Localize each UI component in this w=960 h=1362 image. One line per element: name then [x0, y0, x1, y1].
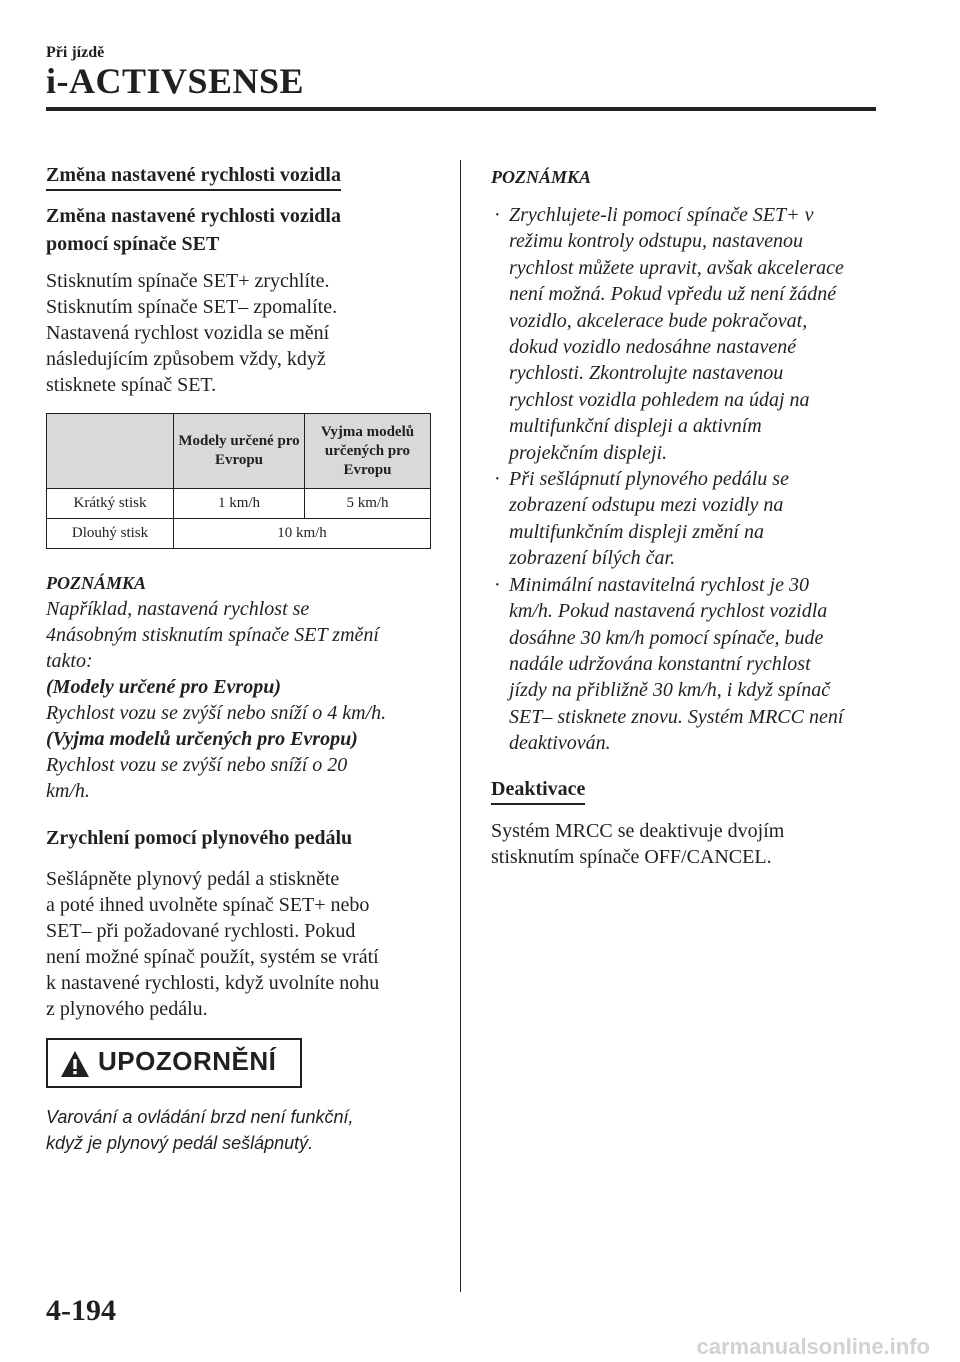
- warning-label: UPOZORNĚNÍ: [98, 1046, 277, 1076]
- chapter-title: i-ACTIVSENSE: [46, 61, 305, 101]
- intro-paragraph: Stisknutím spínače SET+ zrychlíte. Stisknutím spínače SET– zpomalíte. Nastavená rychlost vozidla se mění následujícím způsobem vždy, když stisknete spínač SET.: [46, 270, 338, 396]
- warning-box: [46, 1038, 302, 1088]
- table-row: Dlouhý stisk 10 km/h: [47, 519, 431, 549]
- watermark: carmanualsonline.info: [696, 1334, 930, 1359]
- page-number: 4-194: [46, 1294, 116, 1327]
- heading-deactivation: Deaktivace: [491, 776, 891, 805]
- list-item: · Při sešlápnutí plynového pedálu se zobrazení odstupu mezi vozidly na multifunkčním displeji změní na zobrazení bílých čar.: [491, 466, 846, 572]
- note-right-title: POZNÁMKA: [491, 167, 592, 187]
- note-right-bullets: [491, 202, 846, 757]
- heading-speed-change: Změna nastavené rychlosti vozidla: [46, 162, 446, 191]
- section-label: Při jízdě: [46, 44, 105, 61]
- heading-accel-pedal: Zrychlení pomocí plynového pedálu: [46, 827, 353, 849]
- accel-paragraph: Sešlápněte plynový pedál a stiskněte a poté ihned uvolněte spínač SET+ nebo SET– při požadované rychlosti. Pokud není možné spínač použít, systém se vrátí k nastavené rychlosti, když uvolníte nohu z plynového pedálu.: [46, 868, 380, 1020]
- table-row: Krátký stisk 1 km/h 5 km/h: [47, 489, 431, 519]
- table-header-non-europe: Vyjma modelů určených pro Evropu: [305, 414, 431, 489]
- list-item: · Minimální nastavitelná rychlost je 30 km/h. Pokud nastavená rychlost vozidla dosáhne 30 km/h pomocí spínače, bude nadále udržována konstantní rychlost jízdy na přibližně 30 km/h, i když spínač SET– stisknete znovu. Systém MRCC není deaktivován.: [491, 572, 846, 757]
- deactivation-paragraph: Systém MRCC se deaktivuje dvojím stisknutím spínače OFF/CANCEL.: [491, 820, 785, 868]
- table-header-europe: Modely určené pro Evropu: [174, 414, 305, 489]
- column-divider: [460, 160, 461, 1292]
- header-rule: [46, 107, 876, 111]
- list-item: · Zrychlujete-li pomocí spínače SET+ v režimu kontroly odstupu, nastavenou rychlost můžete upravit, avšak akcelerace není možná. Pokud vpředu už není žádné vozidlo, akcelerace bude pokračovat, dokud vozidlo nedosáhne nastavené rychlosti. Zkontrolujte nastavenou rychlost vozidla pohledem na údaj na multifunkční displeji a aktivním projekčním displeji.: [491, 202, 846, 466]
- table-header-row: [47, 414, 431, 489]
- warning-text: Varování a ovládání brzd není funkční, když je plynový pedál sešlápnutý.: [46, 1107, 354, 1153]
- warning-triangle-icon: [60, 1050, 90, 1078]
- note-left: POZNÁMKA Například, nastavená rychlost se 4násobným stisknutím spínače SET změní takto: (Modely určené pro Evropu) Rychlost vozu se zvýší nebo sníží o 4 km/h. (Vyjma modelů určených pro Evropu) Rychlost vozu se zvýší nebo sníží o 20 km/h.: [46, 573, 387, 802]
- heading-set-switch: Změna nastavené rychlosti vozidla pomocí spínače SET: [46, 205, 341, 255]
- speed-step-table: [46, 413, 431, 549]
